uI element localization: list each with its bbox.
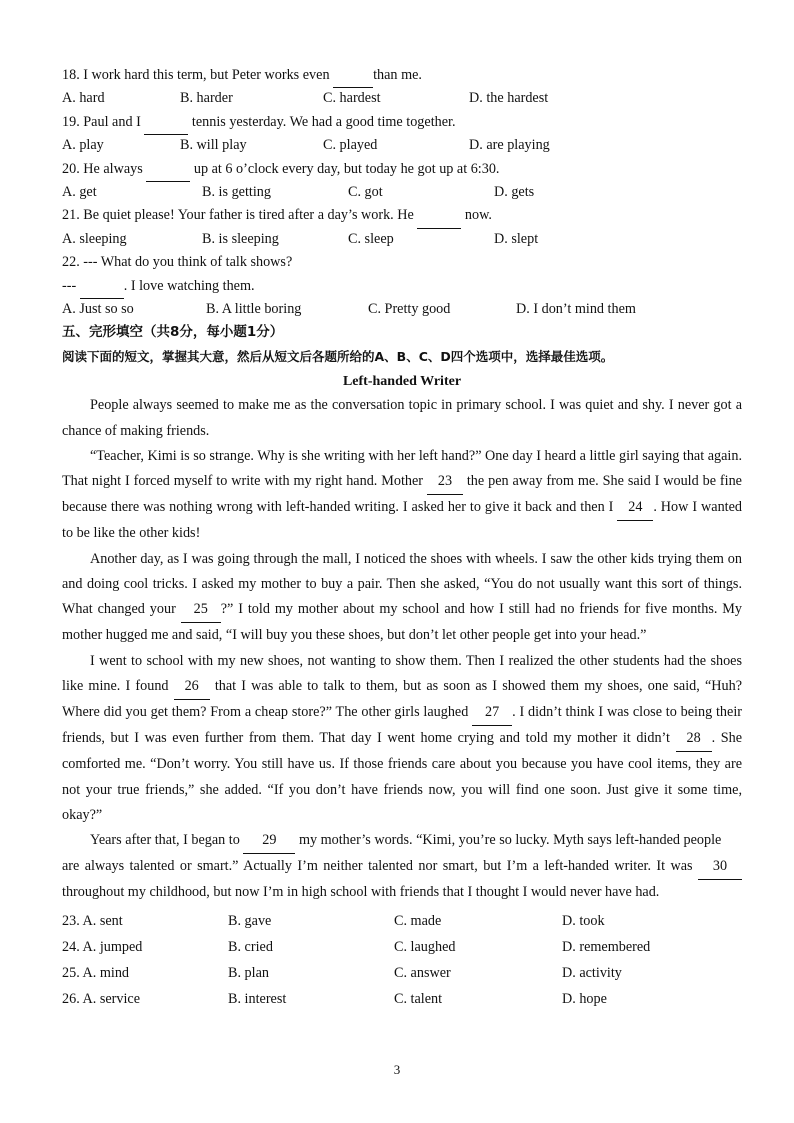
question-stem: 18. I work hard this term, but Peter works even [62,67,334,83]
option-b: B. cried [228,938,273,955]
paragraph-text: . How I wanted to be like the other kids! [62,499,742,542]
option-c: C. got [348,183,383,200]
option-b: B. A little boring [206,300,302,317]
option-c: C. talent [394,990,443,1007]
answer-options [62,908,742,1012]
blank-26: 26 [174,674,210,700]
passage-paragraph-4 [62,649,742,828]
option-d: D. gets [494,183,535,200]
option-d: D. the hardest [469,90,549,107]
answer-blank [146,158,190,182]
paragraph-text: are always talented or smart.” Actually I’m neither talented nor smart, but I’m a left-handed writer. It was [62,858,698,875]
option-d: D. slept [494,230,539,247]
answer-blank [80,275,124,299]
paragraph-text: ?” I told my mother about my school and how I still had no friends for five months. My mother hugged me and said, “I will buy you these shoes, but don’t let other people get into your head.” [62,601,743,644]
option-d: D. took [562,912,605,929]
option-b: B. is getting [202,183,271,200]
option-c: C. made [394,912,442,929]
question-18 [62,64,742,87]
blank-30: 30 [698,854,742,880]
passage-paragraph-3 [62,547,742,649]
question-stem-end: tennis yesterday. We had a good time together. [188,113,456,130]
answer-row-25 [62,960,742,986]
passage-paragraph-2 [62,444,742,547]
option-c: C. Pretty good [368,300,451,317]
option-a: A. get [62,183,97,200]
option-d: D. activity [562,964,622,981]
paragraph-text: “Teacher, Kimi is so strange. Why is she writing with her left hand?” One day I heard a little girl saying that again. That night I forced myself to write with my right hand. Mother [62,447,742,490]
question-stem: --- [62,277,80,294]
question-stem: 19. Paul and I [62,113,145,130]
options-18 [62,87,742,110]
option-a: A. Just so so [62,300,134,317]
option-b: B. interest [228,990,287,1007]
option-d: D. remembered [562,938,651,955]
page-content [62,64,742,1012]
option-a: A. sleeping [62,230,127,247]
option-b: B. gave [228,912,272,929]
question-20 [62,158,742,181]
question-19 [62,111,742,134]
option-b: B. harder [180,90,233,107]
answer-blank [144,111,188,135]
option-b: B. will play [180,137,247,154]
question-stem-end: up at 6 o’clock every day, but today he got up at 6:30. [190,160,500,177]
paragraph-text: Years after that, I began to [90,831,244,848]
question-stem-end: than me. [373,67,422,83]
section-instruction: 阅读下面的短文，掌握其大意，然后从短文后各题所给的A、B、C、D四个选项中，选择最佳选项。 [62,348,614,364]
paragraph-text: People always seemed to make me as the conversation topic in primary school. I was quiet and shy. I never got a chance of making friends. [62,397,742,439]
question-stem: 20. He always [62,160,147,177]
paragraph-text: I went to school with my new shoes, not wanting to show them. Then I realized the other students had the shoes like mine. I found [62,652,742,694]
paragraph-text: . I didn’t think I was close to being their friends, but I was even further from them. That day I went home crying and told my mother it didn’t [62,703,742,747]
options-20 [62,181,742,204]
passage-paragraph-5-cont [62,854,742,905]
option-a: 26. A. service [62,990,141,1007]
option-a: A. play [62,137,104,154]
blank-23: 23 [427,469,463,495]
section-title: 五、完形填空（共8分，每小题1分） [62,324,284,341]
option-a: 24. A. jumped [62,938,143,955]
options-21 [62,228,742,251]
option-d: D. are playing [469,137,550,154]
question-stem-end: . I love watching them. [123,277,255,294]
paragraph-text: the pen away from me. She said I would be fine because there was nothing wrong with left-handed writing. I asked her to give it back and then I [62,473,742,516]
option-a: 23. A. sent [62,912,123,929]
answer-blank [417,204,461,228]
question-stem-end: now. [461,207,492,224]
option-b: B. is sleeping [202,230,279,247]
option-a: 25. A. mind [62,964,130,981]
blank-24: 24 [617,495,653,521]
question-22 [62,251,742,274]
option-c: C. sleep [348,230,394,247]
paragraph-text: throughout my childhood, but now I’m in high school with friends that I thought I would never have had. [62,884,660,901]
question-stem: 22. --- What do you think of talk shows? [62,254,293,271]
option-a: A. hard [62,90,105,107]
option-c: C. played [323,137,378,154]
options-19 [62,134,742,157]
option-c: C. answer [394,964,451,981]
option-d: D. hope [562,990,607,1007]
option-b: B. plan [228,964,269,981]
option-c: C. hardest [323,90,381,107]
answer-blank [333,64,373,88]
passage-paragraph-1 [62,393,742,443]
passage-title: Left-handed Writer [342,374,462,390]
question-21 [62,204,742,227]
question-22-line2 [62,275,742,298]
page-number: 3 [393,1062,401,1077]
passage-paragraph-5 [62,828,742,854]
blank-29: 29 [243,828,295,854]
paragraph-text: . She comforted me. “Don’t worry. You still have us. If those friends care about you because you have cool items, they are not your true friends,” she added. “If you don’t have friends now, you will find one soon. Just give it some time, okay?” [62,730,742,823]
answer-row-23 [62,908,742,934]
paragraph-text: my mother’s words. “Kimi, you’re so lucky. Myth says left-handed people [295,831,722,848]
blank-25: 25 [181,597,221,623]
paragraph-text: that I was able to talk to them, but as soon as I showed them my shoes, one said, “Huh? Where did you get them? From a cheap store?” The other girls laughed [62,677,743,720]
option-d: D. I don’t mind them [516,300,636,317]
answer-row-26 [62,986,742,1012]
option-c: C. laughed [394,938,456,955]
blank-28: 28 [676,726,712,752]
blank-27: 27 [472,700,512,726]
paragraph-text: Another day, as I was going through the mall, I noticed the shoes with wheels. I saw the other kids trying them on and doing cool tricks. I asked my mother to buy a pair. Then she asked, “You do not usually want this sort of things. What changed your [62,550,742,618]
question-stem: 21. Be quiet please! Your father is tired after a day’s work. He [62,207,418,224]
options-22 [62,298,742,321]
answer-row-24 [62,934,742,960]
